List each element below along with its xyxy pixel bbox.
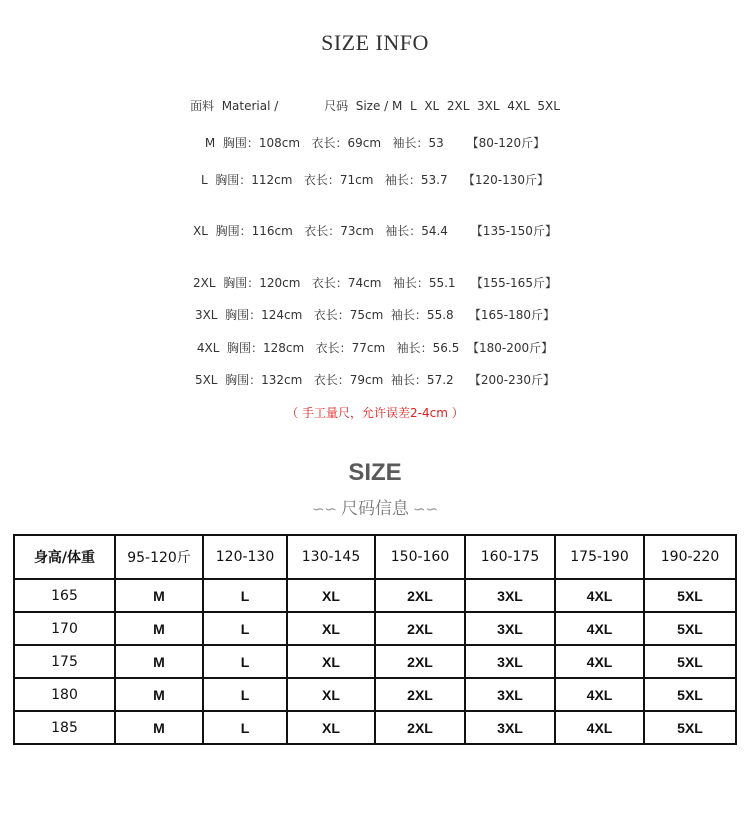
spec-row-3xl: 3XL 胸围：124cm 衣长：75cm 袖长：55.8 【165-180斤】 [194,308,556,322]
table-cell-size: 2XL [375,711,465,744]
table-cell-height: 185 [14,711,115,744]
page-title: SIZE INFO [321,30,429,55]
table-cell-size: M [115,678,203,711]
table-header-cell: 95-120斤 [115,535,203,579]
table-cell-size: M [115,612,203,645]
table-header-cell: 120-130 [203,535,287,579]
table-cell-height: 170 [14,612,115,645]
table-cell-size: 5XL [644,678,736,711]
table-cell-height: 165 [14,579,115,612]
spec-row-l: L 胸围：112cm 衣长：71cm 袖长：53.7 【120-130斤】 [200,173,550,187]
table-cell-size: 4XL [555,645,644,678]
table-cell-size: XL [287,579,375,612]
table-header-row [14,535,736,579]
spec-row-2xl: 2XL 胸围：120cm 衣长：74cm 袖长：55.1 【155-165斤】 [193,276,557,290]
table-cell-size: 3XL [465,645,555,678]
table-row [14,678,736,711]
table-cell-size: 4XL [555,579,644,612]
table-header-cell: 身高/体重 [14,535,115,579]
table-cell-size: M [115,711,203,744]
table-cell-size: XL [287,645,375,678]
table-cell-size: 4XL [555,612,644,645]
table-cell-height: 180 [14,678,115,711]
flourish-right-icon: ∽∽ [413,500,439,518]
table-cell-size: L [203,645,287,678]
table-cell-size: XL [287,711,375,744]
table-header-cell: 160-175 [465,535,555,579]
table-cell-size: XL [287,612,375,645]
table-cell-size: XL [287,678,375,711]
table-row [14,645,736,678]
table-cell-size: 4XL [555,711,644,744]
material-size-line: 面料 Material / 尺码 Size / M L XL 2XL 3XL 4XL 5XL [190,99,560,113]
table-cell-size: 5XL [644,579,736,612]
table-cell-size: 2XL [375,612,465,645]
table-cell-size: 5XL [644,711,736,744]
table-header-cell: 150-160 [375,535,465,579]
size-section-subtitle [0,494,750,519]
table-header-cell: 175-190 [555,535,644,579]
table-cell-size: 2XL [375,579,465,612]
table-cell-size: 5XL [644,612,736,645]
subtitle-text: 尺码信息 [341,499,409,519]
table-cell-size: L [203,711,287,744]
spec-row-m: M 胸围：108cm 衣长：69cm 袖长：53 【80-120斤】 [204,136,546,150]
table-row [14,579,736,612]
flourish-left-icon: ∽∽ [311,500,337,518]
table-cell-size: L [203,612,287,645]
table-cell-size: M [115,579,203,612]
spec-row-xl: XL 胸围：116cm 衣长：73cm 袖长：54.4 【135-150斤】 [193,224,557,238]
table-cell-height: 175 [14,645,115,678]
table-cell-size: 3XL [465,711,555,744]
table-cell-size: 4XL [555,678,644,711]
table-cell-size: 3XL [465,579,555,612]
table-cell-size: 2XL [375,678,465,711]
table-row [14,612,736,645]
table-cell-size: 2XL [375,645,465,678]
size-table [13,534,737,745]
table-header-cell: 190-220 [644,535,736,579]
size-section-title: SIZE [348,459,402,486]
table-row [14,711,736,744]
table-cell-size: L [203,678,287,711]
table-cell-size: M [115,645,203,678]
table-cell-size: 3XL [465,678,555,711]
table-cell-size: 5XL [644,645,736,678]
spec-row-4xl: 4XL 胸围：128cm 衣长：77cm 袖长：56.5 【180-200斤】 [196,341,554,355]
table-cell-size: L [203,579,287,612]
spec-row-5xl: 5XL 胸围：132cm 衣长：79cm 袖长：57.2 【200-230斤】 [194,373,556,387]
table-header-cell: 130-145 [287,535,375,579]
measurement-note: （ 手工量尺，允许误差2-4cm ） [286,406,464,420]
table-cell-size: 3XL [465,612,555,645]
